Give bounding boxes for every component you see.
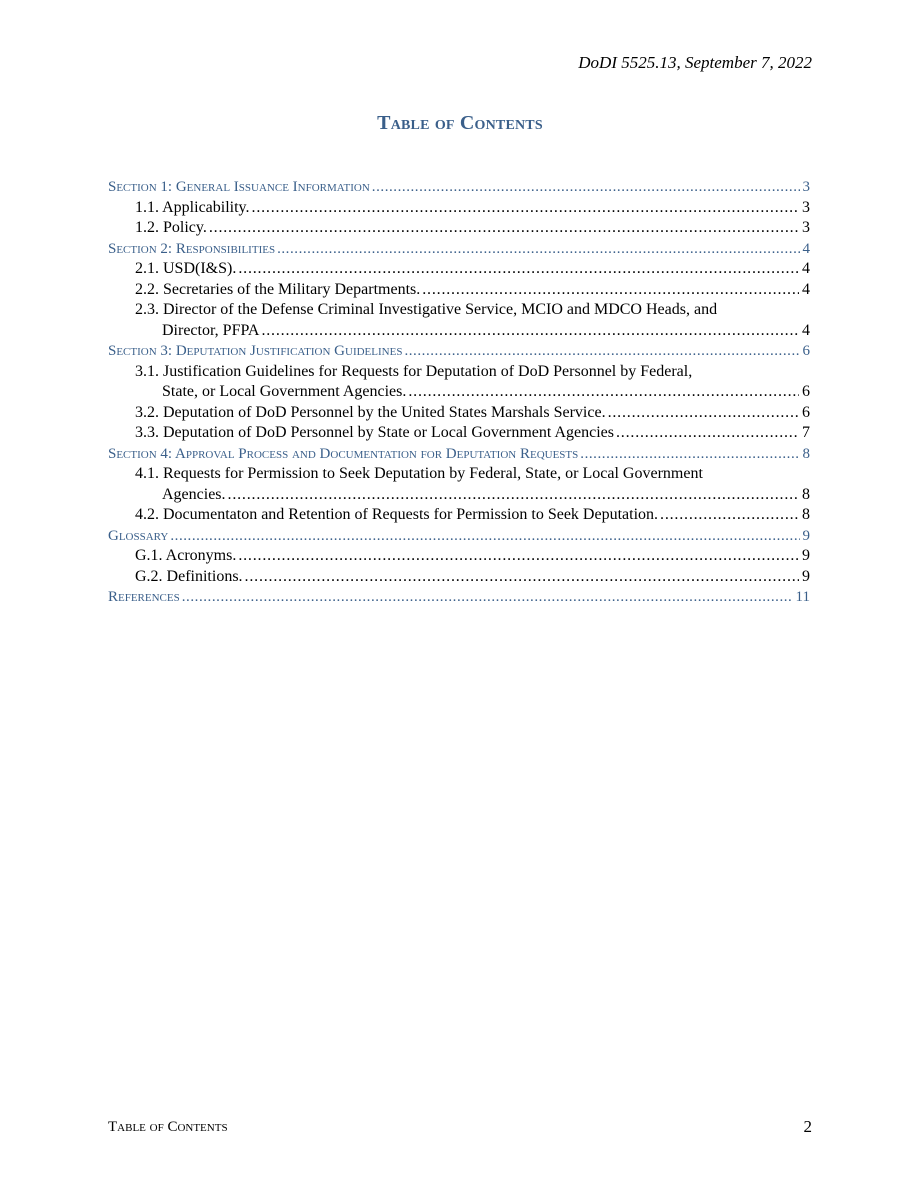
toc-page-number: 8 xyxy=(802,506,810,523)
toc-label: 1.2. Policy. xyxy=(135,219,207,236)
leader-dots xyxy=(238,546,799,567)
toc-item-g-1[interactable] xyxy=(108,546,810,567)
toc-label-line-1: 3.1. Justification Guidelines for Requests for Deputation of DoD Personnel by Federal, xyxy=(135,362,693,380)
toc-label-line-1: 4.1. Requests for Permission to Seek Deputation by Federal, State, or Local Government xyxy=(135,465,703,482)
leader-dots xyxy=(580,444,799,465)
leader-dots xyxy=(372,177,800,198)
toc-item-2-3[interactable] xyxy=(108,300,810,341)
toc-page-number: 3 xyxy=(802,198,810,216)
toc-label: Section 2: Responsibilities xyxy=(108,240,276,257)
leader-dots xyxy=(228,485,799,506)
document-id-header: DoDI 5525.13, September 7, 2022 xyxy=(578,53,812,72)
toc-label-line-2: Director, PFPA xyxy=(162,321,260,339)
toc-page-number: 3 xyxy=(802,179,810,195)
toc-page-number: 11 xyxy=(795,589,810,605)
leader-dots xyxy=(182,587,793,608)
toc-section-references[interactable] xyxy=(108,587,810,608)
leader-dots xyxy=(660,505,799,526)
toc-page-number: 7 xyxy=(802,424,810,441)
toc-label-line-2: Agencies. xyxy=(162,485,226,503)
toc-label: Section 3: Deputation Justification Guidelines xyxy=(108,343,403,359)
toc-page-number: 9 xyxy=(802,527,810,544)
toc-item-2-2[interactable] xyxy=(108,280,810,301)
toc-page-number: 9 xyxy=(802,547,810,564)
leader-dots xyxy=(616,423,799,444)
leader-dots xyxy=(608,403,799,424)
toc-item-g-2[interactable] xyxy=(108,567,810,588)
toc-section-1[interactable] xyxy=(108,177,810,198)
toc-label: 1.1. Applicability. xyxy=(135,198,250,216)
toc-label: 2.1. USD(I&S). xyxy=(135,260,237,277)
toc-label: 2.2. Secretaries of the Military Departments. xyxy=(135,280,421,298)
leader-dots xyxy=(238,259,799,280)
page-title: Table of Contents xyxy=(377,112,543,134)
toc-page-number: 4 xyxy=(802,240,810,257)
toc-label-line-2-row xyxy=(108,485,810,506)
toc-label: References xyxy=(108,589,180,605)
toc-item-4-2[interactable] xyxy=(108,505,810,526)
toc-page-number: 4 xyxy=(802,280,810,298)
toc-page-number: 8 xyxy=(802,445,810,462)
table-of-contents xyxy=(108,177,810,608)
toc-label: G.2. Definitions. xyxy=(135,567,243,585)
toc-label-line-2-row xyxy=(108,382,810,403)
toc-item-1-2[interactable] xyxy=(108,218,810,239)
leader-dots xyxy=(209,218,799,239)
toc-label-line-2-row xyxy=(108,321,810,342)
footer-section-label: Table of Contents xyxy=(108,1119,228,1135)
toc-page-number: 4 xyxy=(802,260,810,277)
leader-dots xyxy=(408,382,799,403)
leader-dots xyxy=(404,341,799,362)
toc-item-2-1[interactable] xyxy=(108,259,810,280)
toc-section-2[interactable] xyxy=(108,239,810,260)
toc-label: G.1. Acronyms. xyxy=(135,547,237,564)
toc-label: 3.3. Deputation of DoD Personnel by State or Local Government Agencies xyxy=(135,424,614,441)
toc-page-number: 3 xyxy=(802,219,810,236)
leader-dots xyxy=(252,198,799,219)
toc-label: Section 4: Approval Process and Documentation for Deputation Requests xyxy=(108,445,579,462)
leader-dots xyxy=(261,321,799,342)
toc-page-number: 9 xyxy=(802,567,810,585)
toc-page-number: 6 xyxy=(802,383,810,400)
toc-page-number: 8 xyxy=(802,485,810,503)
toc-section-glossary[interactable] xyxy=(108,526,810,547)
leader-dots xyxy=(170,526,799,547)
leader-dots xyxy=(422,280,799,301)
toc-section-3[interactable] xyxy=(108,341,810,362)
toc-page-number: 6 xyxy=(802,403,810,421)
toc-label: 4.2. Documentaton and Retention of Requests for Permission to Seek Deputation. xyxy=(135,506,659,523)
footer-page-number: 2 xyxy=(803,1117,812,1136)
toc-label: Glossary xyxy=(108,527,169,544)
toc-label-line-1: 2.3. Director of the Defense Criminal Investigative Service, MCIO and MDCO Heads, and xyxy=(135,301,718,318)
toc-item-3-2[interactable] xyxy=(108,403,810,424)
leader-dots xyxy=(245,567,799,588)
toc-page-number: 6 xyxy=(802,343,810,359)
leader-dots xyxy=(277,239,799,260)
toc-label-line-2: State, or Local Government Agencies. xyxy=(162,383,407,400)
toc-item-4-1[interactable] xyxy=(108,464,810,505)
toc-section-4[interactable] xyxy=(108,444,810,465)
toc-label: 3.2. Deputation of DoD Personnel by the United States Marshals Service. xyxy=(135,403,606,421)
toc-item-3-1[interactable] xyxy=(108,362,810,403)
toc-item-1-1[interactable] xyxy=(108,198,810,219)
toc-item-3-3[interactable] xyxy=(108,423,810,444)
toc-page-number: 4 xyxy=(802,321,810,339)
toc-label: Section 1: General Issuance Information xyxy=(108,179,370,195)
